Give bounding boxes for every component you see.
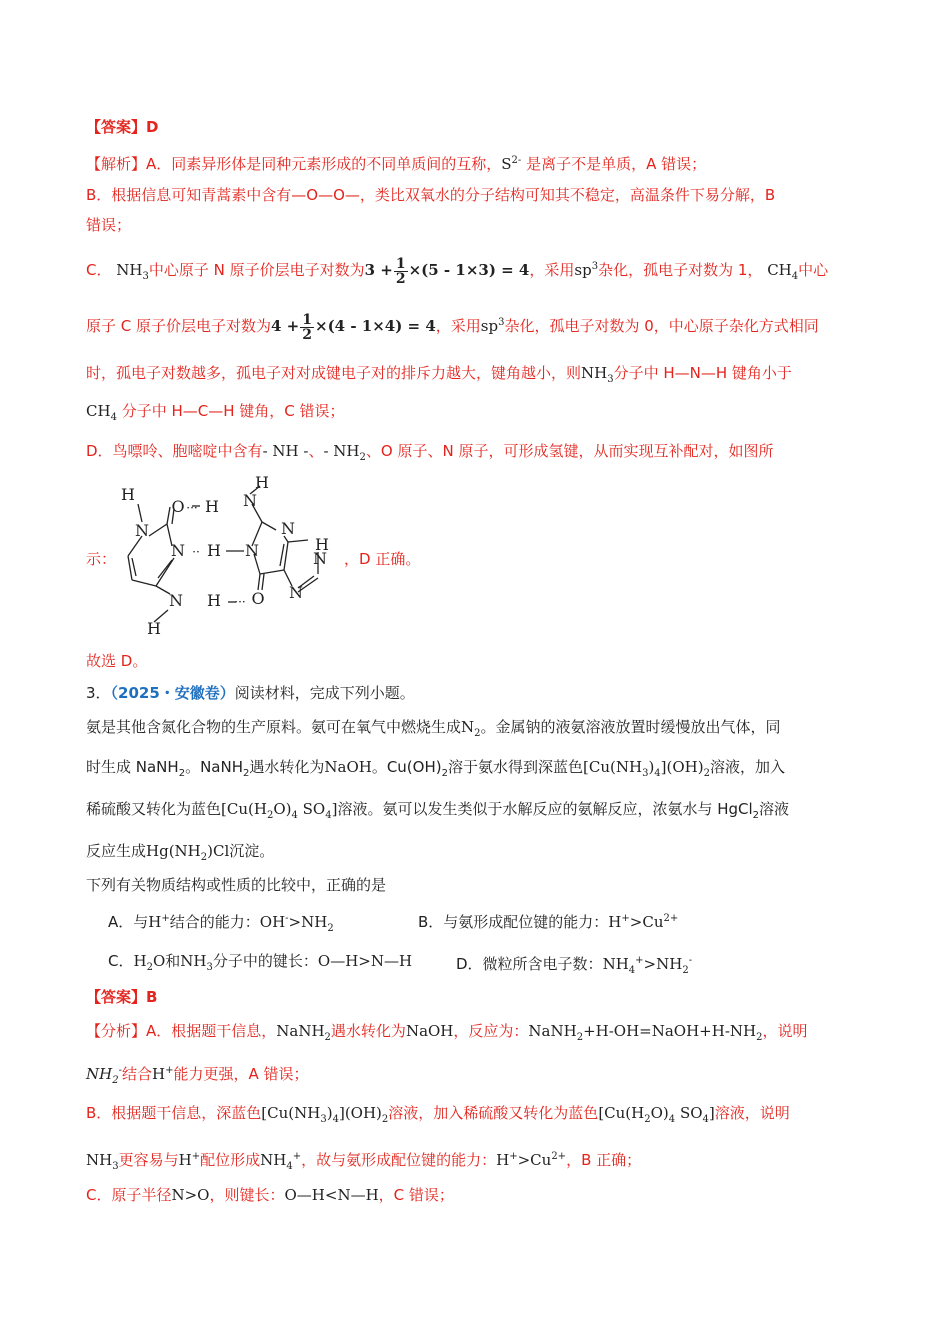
analysis3-a-line2: $NH_2^-$结合H+能力更强，A 错误； bbox=[86, 1065, 309, 1086]
svg-text:···: ··· bbox=[186, 501, 198, 515]
question-3-header bbox=[86, 682, 415, 704]
svg-text:N: N bbox=[171, 541, 185, 560]
analysis-a-line bbox=[86, 150, 706, 175]
vsepr-expression-c: 4 + $\frac{1}{2}$ ×(4 - 1×4) = 4 bbox=[271, 311, 436, 343]
analysis-a-tail: 是离子不是单质，A 错误； bbox=[526, 155, 707, 173]
option-b[interactable]: B．与氨形成配位键的能力：$H^+>Cu^{2+}$ bbox=[418, 913, 679, 931]
question-source: （2025・安徽卷） bbox=[110, 684, 235, 702]
sulfide-ion: $S^{2-}$ bbox=[501, 155, 522, 173]
figure-atom-labels bbox=[121, 474, 329, 638]
analysis-c-line2: 原子 C 原子价层电子对数为4 + $\frac{1}{2}$ ×(4 - 1×4) = 4，采用$sp^3$杂化，孤电子对数为 0，中心原子杂化方式相同 bbox=[86, 311, 819, 343]
vsepr-expression-n: 3 + $\frac{1}{2}$ ×(5 - 1×3) = 4 bbox=[364, 255, 530, 287]
svg-text:H: H bbox=[207, 591, 221, 610]
svg-text:···: ··· bbox=[234, 595, 246, 609]
analysis-d-line2-lead: 示： bbox=[86, 550, 117, 568]
svg-text:H: H bbox=[255, 474, 269, 492]
analysis-a-lead: 【解析】A．同素异形体是同种元素形成的不同单质间的互称， bbox=[86, 155, 502, 173]
svg-text:··: ·· bbox=[192, 545, 200, 559]
analysis3-a-line1: 【分析】A．根据题干信息，NaNH$_2$遇水转化为NaOH，反应为：$NaNH_2+H-OH=NaOH+H-NH_2$，说明 bbox=[86, 1022, 808, 1043]
material-line4: 反应生成$Hg(NH_2)Cl$沉淀。 bbox=[86, 842, 275, 863]
ch4-formula: $CH_4$ bbox=[767, 261, 799, 282]
analysis-c-line4: $CH_4$ 分子中 H—C—H 键角，C 错误； bbox=[86, 402, 345, 423]
analysis3-b-line2: $NH_3$更容易与H+配位形成$NH_4^+$，故与氨形成配位键的能力：$H^+>Cu^{2+}$，B 正确； bbox=[86, 1151, 642, 1172]
base-pair-structure-figure bbox=[112, 474, 352, 640]
analysis-d-line2-tail: ，D 正确。 bbox=[344, 550, 421, 568]
svg-text:H: H bbox=[205, 497, 219, 516]
conclusion: 故选 D。 bbox=[86, 652, 148, 670]
svg-text:H: H bbox=[147, 619, 161, 638]
option-a[interactable]: A．与H+结合的能力：$OH^->NH_2$ bbox=[108, 913, 334, 934]
svg-text:N: N bbox=[245, 541, 259, 560]
analysis3-c-line1: C．原子半径N>O，则键长：O—H<N—H，C 错误； bbox=[86, 1186, 454, 1204]
option-c[interactable]: C．$H_2O$和$NH_3$分子中的键长：O—H>N—H bbox=[108, 952, 413, 973]
answer-3-label: 【答案】B bbox=[86, 988, 158, 1006]
svg-text:N: N bbox=[281, 519, 295, 538]
svg-text:N: N bbox=[169, 591, 183, 610]
analysis-c-line3: 时，孤电子对数越多，孤电子对对成键电子对的排斥力越大，键角越小，则$NH_3$分子中 H—N—H 键角小于 bbox=[86, 364, 792, 385]
tetraammine-copper-complex: $[Cu(NH_3)_4](OH)_2$ bbox=[583, 758, 710, 779]
svg-text:N: N bbox=[243, 491, 257, 510]
analysis3-b-line1: B．根据题干信息，深蓝色$[Cu(NH_3)_4](OH)_2$溶液，加入稀硫酸又转化为蓝色[$Cu(H_2O)_4$ $SO_4$]溶液，说明 bbox=[86, 1104, 790, 1125]
analysis-b-line2: 错误； bbox=[86, 216, 132, 234]
svg-text:H: H bbox=[121, 485, 135, 504]
answer-label: 【答案】D bbox=[86, 118, 159, 136]
analysis-b-line1: B．根据信息可知青蒿素中含有—O—O—，类比双氧水的分子结构可知其不稳定，高温条件下易分解，B bbox=[86, 186, 776, 204]
svg-text:O: O bbox=[251, 589, 265, 608]
material-line2: 时生成 NaNH$_2$。NaNH$_2$遇水转化为NaOH。$Cu(OH)_2$溶于氨水得到深蓝色$[Cu(NH_3)_4](OH)_2$溶液，加入 bbox=[86, 758, 786, 779]
svg-text:H: H bbox=[207, 541, 221, 560]
svg-text:O: O bbox=[171, 497, 185, 516]
analysis-d-line1: D．鸟嘌呤、胞嘧啶中含有- NH -、- $NH_2$、O 原子、N 原子，可形成氢键，从而实现互补配对，如图所 bbox=[86, 442, 774, 463]
question-stem: 下列有关物质结构或性质的比较中，正确的是 bbox=[86, 876, 387, 894]
svg-text:N: N bbox=[289, 583, 303, 602]
tetraaqua-copper-sulfate: [$Cu(H_2O)_4$ $SO_4$] bbox=[221, 800, 338, 821]
analysis-c-line1: C． $NH_3$中心原子 N 原子价层电子对数为3 + $\frac{1}{2}$ ×(5 - 1×3) = 4，采用$sp^3$杂化，孤电子对数为 1， $CH_4$中心 bbox=[86, 255, 829, 287]
material-line1: 氨是其他含氮化合物的生产原料。氨可在氧气中燃烧生成$N_2$。金属钠的液氨溶液放置时缓慢放出气体，同 bbox=[86, 718, 781, 739]
question-intro: 阅读材料，完成下列小题。 bbox=[234, 684, 415, 702]
nh3-formula: $NH_3$ bbox=[116, 261, 149, 282]
svg-text:N: N bbox=[135, 521, 149, 540]
option-d[interactable]: D．微粒所含电子数：$NH_4^+>NH_2^-$ bbox=[456, 955, 693, 976]
svg-text:H: H bbox=[315, 535, 329, 554]
question-number: 3． bbox=[86, 684, 111, 702]
svg-text:N: N bbox=[313, 549, 327, 568]
material-line3: 稀硫酸又转化为蓝色[$Cu(H_2O)_4$ $SO_4$]溶液。氨可以发生类似于水解反应的氨解反应，浓氨水与 HgCl$_2$溶液 bbox=[86, 800, 790, 821]
